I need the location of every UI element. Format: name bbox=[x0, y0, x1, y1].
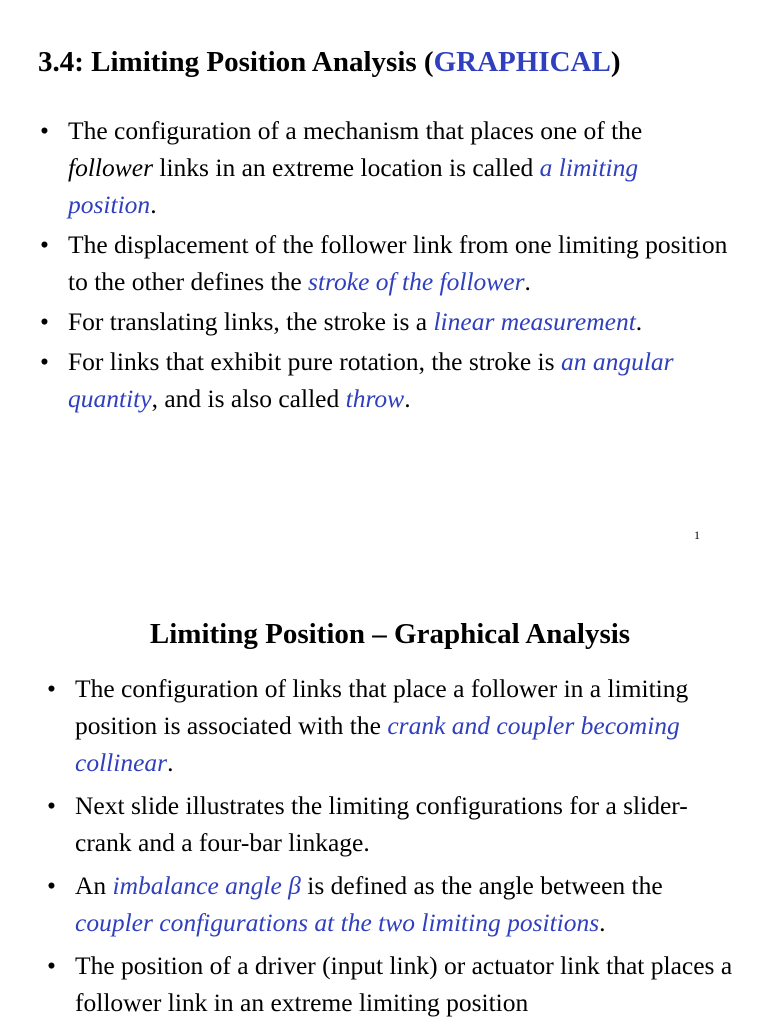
italic-term: follower bbox=[68, 153, 154, 182]
bullet-item: • For translating links, the stroke is a linear measurement. bbox=[38, 303, 728, 340]
slide-1-title: 3.4: Limiting Position Analysis (GRAPHICAL) bbox=[38, 46, 621, 78]
bullet-item: • The configuration of links that place a follower in a limiting position is associated with the crank and coupler becoming collinear. bbox=[45, 670, 735, 781]
bullet-item: • The displacement of the follower link from one limiting position to the other defines the stroke of the follower. bbox=[38, 226, 728, 300]
slide-2 bbox=[0, 590, 768, 1024]
bullet-item: • The configuration of a mechanism that places one of the follower links in an extreme location is called a limiting position. bbox=[38, 112, 728, 223]
page-number: 1 bbox=[694, 528, 700, 542]
emphasis-term: stroke of the follower bbox=[308, 267, 525, 296]
bullet-item: • For links that exhibit pure rotation, the stroke is an angular quantity, and is also called throw. bbox=[38, 343, 728, 417]
emphasis-term: linear measurement bbox=[433, 307, 636, 336]
bullet-item: • The position of a driver (input link) or actuator link that places a follower link in an extreme limiting position bbox=[45, 947, 735, 1021]
emphasis-term: crank and coupler becoming collinear bbox=[75, 711, 680, 777]
emphasis-term: imbalance angle β bbox=[112, 871, 301, 900]
title-highlight: GRAPHICAL bbox=[433, 46, 611, 78]
emphasis-term: coupler configurations at the two limiting positions bbox=[75, 908, 600, 937]
emphasis-term: an angular quantity bbox=[68, 347, 674, 413]
bullet-item: • An imbalance angle β is defined as the angle between the coupler configurations at the two limiting positions. bbox=[45, 867, 735, 941]
emphasis-term: throw bbox=[345, 384, 405, 413]
slide-1-bullet-list bbox=[38, 112, 728, 420]
slide-2-title: Limiting Position – Graphical Analysis bbox=[149, 618, 631, 650]
emphasis-term: a limiting position bbox=[68, 153, 639, 219]
bullet-item: • Next slide illustrates the limiting configurations for a slider-crank and a four-bar linkage. bbox=[45, 787, 735, 861]
slide-2-bullet-list bbox=[45, 670, 735, 1024]
